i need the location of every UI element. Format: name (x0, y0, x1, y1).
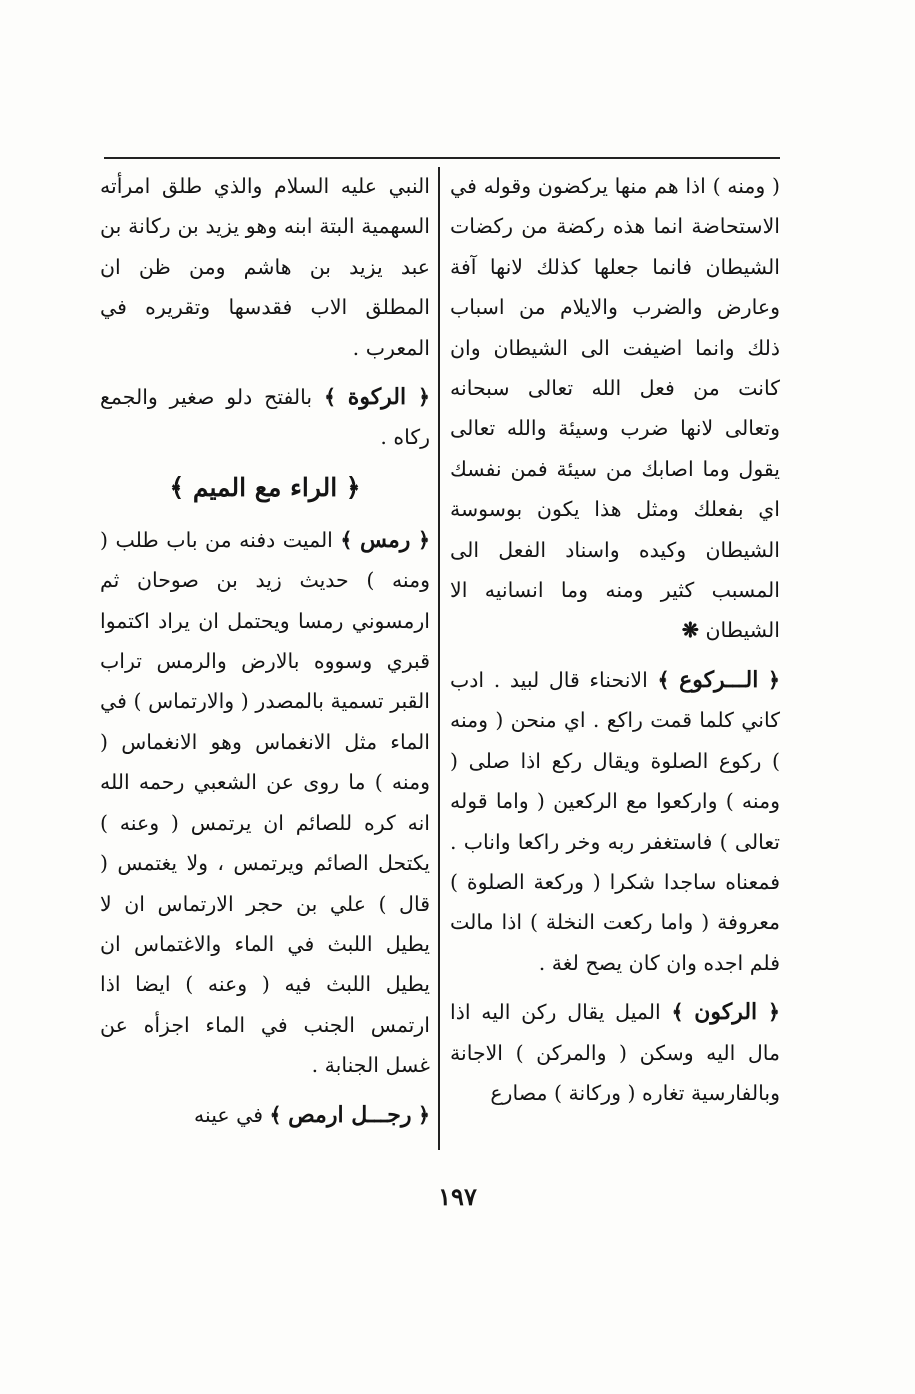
ornament-open: ﴿ (767, 667, 780, 692)
end-asterisk: ❋ (681, 618, 699, 643)
section-heading-text: الراء مع الميم (192, 472, 338, 502)
section-heading (100, 464, 430, 512)
entry-rams (100, 520, 430, 1086)
entry-text: الميل يقال ركن اليه اذا مال اليه وسكن ( والمركن ) الاجانة وبالفارسية تغاره ( وركانة ) مصارع (450, 1000, 780, 1105)
top-rule (104, 157, 780, 159)
entry-ruku (450, 660, 780, 983)
ornament-close: ﴾ (340, 527, 353, 552)
page-number: ١٩٧ (438, 1182, 477, 1211)
entry-rukun (450, 992, 780, 1113)
headword: الركوة (347, 384, 407, 411)
entry-text: في عينه (194, 1102, 264, 1127)
continuation-paragraph (100, 166, 430, 368)
ornament-close: ﴾ (169, 472, 185, 502)
ornament-open: ﴿ (767, 1000, 780, 1025)
left-column (100, 166, 430, 1135)
paragraph-text: النبي عليه السلام والذي طلق امرأته السهمية البتة ابنه وهو يزيد بن ركانة بن عبد يزيد بن هاشم ومن ظن ان المطلق الاب فقدسها وتقريره في المعرب . (100, 174, 430, 360)
ornament-close: ﴾ (657, 667, 670, 692)
paragraph-text: ( ومنه ) اذا هم منها يركضون وقوله في الاستحاضة انما هذه ركضة من ركضات الشيطان فانما جعلها كذلك لانها آفة وعارض والضرب والايلام من اسباب ذلك وانما اضيفت الى الشيطان وان كانت من فعل الله تعالى سبحانه وتعالى لانها ضرب وسيئة والله تعالى يقول وما اصابك من سيئة فمن نفسك اي بفعلك ومثل هذا يكون بوسوسة الشيطان وكيده واسناد الفعل الى المسبب كثير ومنه وما انسانيه الا الشيطان (450, 174, 780, 643)
entry-armas (100, 1095, 430, 1135)
ornament-open: ﴿ (417, 527, 430, 552)
ornament-open: ﴿ (417, 1102, 430, 1127)
headword: الركون (694, 999, 758, 1026)
ornament-open: ﴿ (417, 385, 430, 410)
ornament-open: ﴿ (345, 472, 361, 502)
entry-text: الميت دفنه من باب طلب ( ومنه ) حديث زيد بن صوحان ثم ارمسوني رمسا ويحتمل ان يراد اكتموا قبري وسووه بالارض والرمس تراب القبر تسمية بالمصدر ( والارتماس ) في الماء مثل الانغماس وهو الانغماس ( ومنه ) ما روى عن الشعبي رحمه الله انه كره للصائم ان يرتمس ( وعنه ) يكتحل الصائم ويرتمس ، ولا يغتمس ( قال ) علي بن حجر الارتماس ان لا يطيل اللبث في الماء والاغتماس ان يطيل اللبث فيه ( وعنه ) ايضا اذا ارتمس الجنب في الماء اجزأه عن غسل الجنابة . (100, 527, 430, 1078)
continuation-paragraph (450, 166, 780, 651)
entry-rakwa (100, 377, 430, 458)
ornament-close: ﴾ (269, 1102, 282, 1127)
entry-text: الانحناء قال لبيد . ادب كاني كلما قمت راكع . اي منحن ( ومنه ) ركوع الصلوة ويقال ركع اذا صلى ( ومنه ) واركعوا مع الركعين ( واما قوله تعالى ) فاستغفر ربه وخر راكعا واناب . فمعناه ساجدا شكرا ( وركعة الصلوة ) معروفة ( واما ركعت النخلة ) اذا مالت فلم اجده وان كان يصح لغة . (450, 667, 780, 975)
headword: رجـــل ارمص (288, 1101, 412, 1128)
ornament-close: ﴾ (671, 1000, 684, 1025)
ornament-close: ﴾ (323, 385, 336, 410)
headword: رمس (359, 526, 411, 553)
right-column (450, 166, 780, 1113)
headword: الـــركوع (679, 666, 759, 693)
column-divider (438, 167, 440, 1150)
entry-text: بالفتح دلو صغير والجمع ركاه . (100, 385, 430, 450)
